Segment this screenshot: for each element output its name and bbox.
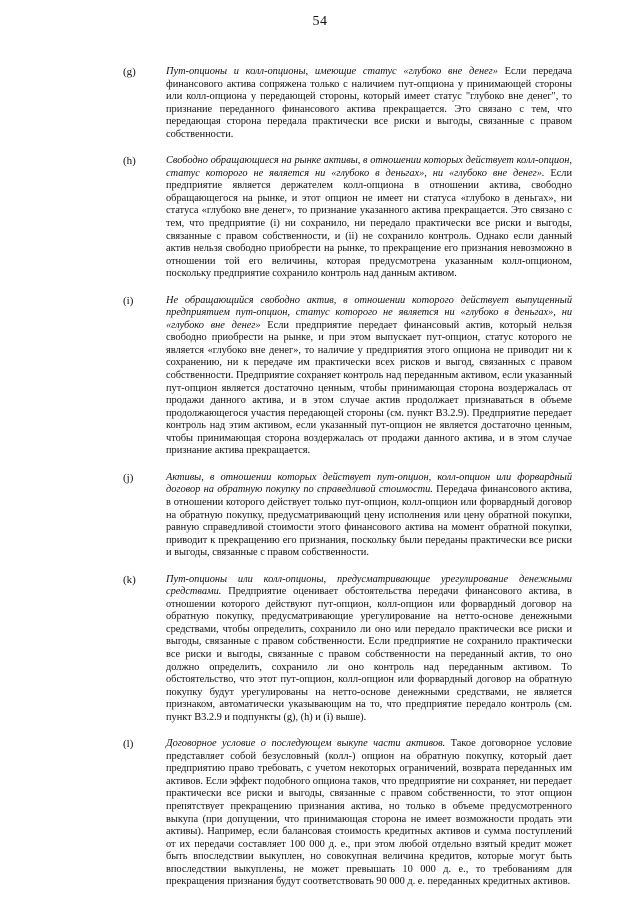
item-body: Предприятие оценивает обстоятельства передачи финансового актива, в отношении которого действуют пут-опцион, колл-опцион или форвардный договор на обратную покупку, предусматривающие урегулирование на нетто-основе денежными средствами, чтобы определить, сохранило ли оно или передало практически все риски и выгоды, связанные с правом собственности. Если предприятие не сохранило практически все риски и выгоды, связанные с правом собственности на переданный актив, то оно должно определить, сохранило ли оно контроль над переданным активом. То обстоятельство, что этот пут-опцион, колл-опцион или форвардный договор на обратную покупку будут урегулированы на нетто-основе денежными средствами, не является признаком, автоматически указывающим на то, что предприятие передало контроль (см. пункт В3.2.9 и подпункты (g), (h) и (i) выше). xyxy=(166,586,573,723)
item-text xyxy=(166,66,572,141)
item-body: Если предприятие является держателем колл-опциона в отношении актива, свободно обращающегося на рынке, и этот опцион не имеет ни статуса «глубоко в деньгах», ни статуса «глубоко вне денег», то признание указанного актива прекращается. Это связано с тем, что предприятие (i) ни сохранило, ни передало практически все риски и выгоды, связанные с правом собственности, и (ii) не сохранило контроль. Однако если данный актив нельзя свободно приобрести на рынке, то прекращение его признания невозможно в отношении той его величины, которая предусмотрена указанным колл-опционом, поскольку предприятие сохранило контроль над данным активом. xyxy=(166,167,573,280)
item-letter: (k) xyxy=(123,573,136,586)
item-letter: (l) xyxy=(123,738,134,751)
list-item-g xyxy=(0,66,640,141)
list-item-j xyxy=(0,472,640,560)
item-heading: Не обращающийся свободно актив, в отношении которого действует выпущенный предприятием пут-опцион, статус которого не является ни «глубоко в деньгах», ни «глубоко вне денег» xyxy=(166,294,572,331)
page-number: 54 xyxy=(312,14,328,29)
item-body: Передача финансового актива, в отношении которого действует только пут-опцион, колл-опцион или форвардный договор на обратную покупку, предусматривающий цену исполнения или цену обратной покупки, равную справедливой стоимости этого финансового актива на момент обратной покупки, приводит к прекращению его признания, поскольку были переданы практически все риски и выгоды, связанные с правом собственности. xyxy=(166,484,573,559)
list-item-h xyxy=(0,155,640,280)
item-letter: (g) xyxy=(123,66,136,78)
item-body: Если передача финансового актива сопряжена только с наличием пут-опциона у принимающей стороны или колл-опциона у передающей стороны, который имеет статус "глубоко вне денег", то признание переданного финансового актива прекращается. Это связано с тем, что передающая сторона передала практически все риски и выгоды, связанные с правом собственности. xyxy=(166,66,573,140)
item-text xyxy=(166,155,572,280)
item-heading: Пут-опционы или колл-опционы, предусматривающие урегулирование денежными средствами. xyxy=(166,573,572,598)
item-body: Если предприятие передает финансовый актив, который нельзя свободно приобрести на рынке, и при этом выпускает пут-опцион, статус которого не является «глубоко вне денег», то наличие у предприятия этого опциона не приводит ни к сохранению, ни к передаче им практически всех рисков и выгод, связанных с правом собственности. Предприятие сохраняет контроль над переданным активом, если указанный пут-опцион является достаточно ценным, чтобы принимающая сторона воздержалась от продажи данного актива, и в этом случае актив продолжает признаваться в объеме продолжающегося участия передающей стороны (см. пункт В3.2.9). Предприятие передает контроль над этим активом, если указанный пут-опцион не является достаточно ценным, чтобы принимающая сторона воздержалась от продажи данного актива, и в этом случае признание актива прекращается. xyxy=(166,319,573,457)
paragraph-list xyxy=(0,66,640,903)
list-item-l xyxy=(0,738,640,889)
item-text xyxy=(166,574,572,725)
item-text xyxy=(166,738,572,889)
list-item-i xyxy=(0,295,640,458)
list-item-k xyxy=(0,574,640,725)
item-heading: Свободно обращающиеся на рынке активы, в отношении которых действует колл-опцион, статус которого не является ни «глубоко в деньгах», ни «глубоко вне денег». xyxy=(166,155,572,179)
item-letter: (j) xyxy=(123,471,134,484)
item-letter: (h) xyxy=(123,155,136,168)
item-body: Такое договорное условие представляет собой безусловный (колл-) опцион на обратную покупку, который дает предприятию право требовать, с учетом некоторых ограничений, возврата переданных им активов. Если эффект подобного опциона таков, что предприятие ни сохраняет, ни передает практически все риски и выгоды, связанные с правом собственности, то этот опцион препятствует прекращению признания актива, но только в объеме предусмотренного выкупа (при допущении, что принимающая сторона не имеет возможности продать эти активы). Например, если балансовая стоимость кредитных активов и сумма поступлений от их передачи составляет 100 000 д. е., при этом любой отдельно взятый кредит может быть впоследствии выкуплен, но совокупная величина кредитов, которые могут быть впоследствии выкуплены, не может превышать 10 000 д. е., то требованиям для прекращения признания будут соответствовать 90 000 д. е. переданных кредитных активов. xyxy=(166,738,572,888)
item-letter: (i) xyxy=(123,294,134,307)
item-heading: Договорное условие о последующем выкупе части активов. xyxy=(166,738,446,750)
item-heading: Пут-опционы и колл-опционы, имеющие статус «глубоко вне денег» xyxy=(166,66,498,77)
item-heading: Активы, в отношении которых действует пут-опцион, колл-опцион или форвардный договор на обратную покупку по справедливой стоимости. xyxy=(166,471,572,496)
item-text xyxy=(166,472,572,560)
item-text xyxy=(166,295,572,458)
